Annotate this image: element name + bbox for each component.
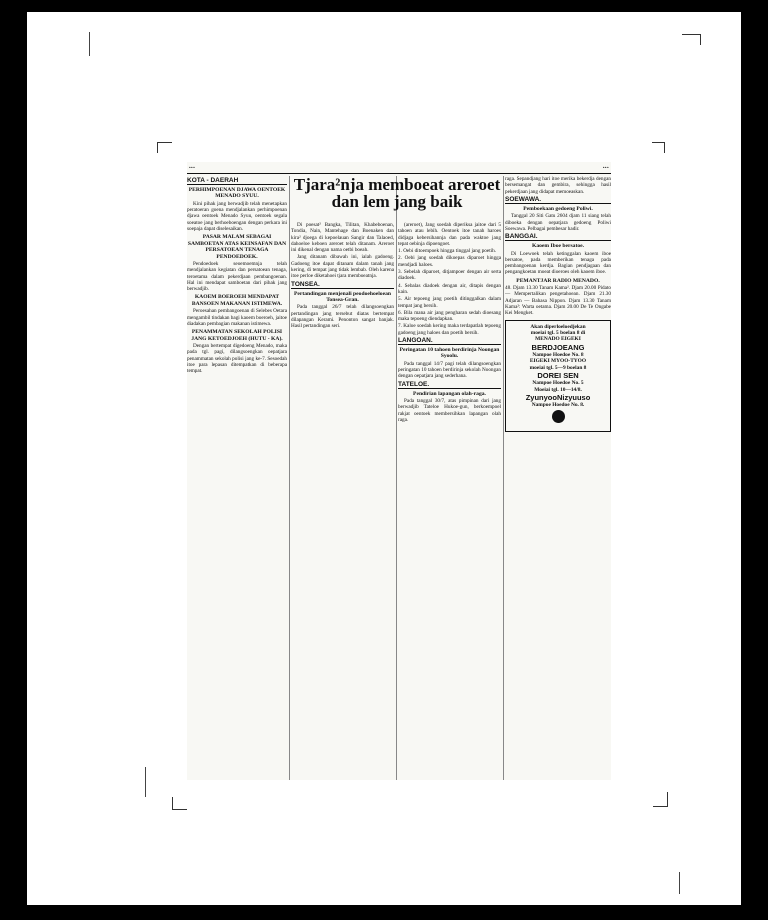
ad-line: moeiai tgl. 5—9 boelan 8 (529, 364, 587, 371)
radio-heading: PEMANTJAR RADIO MENADO. (516, 277, 600, 284)
step-item: 1. Oebi ditoempoek hingga tinggal jang poetih. (398, 248, 496, 255)
scan-tick-mark (145, 767, 146, 797)
ad-film-title: ZyunyooNizyuuso (525, 392, 591, 402)
ad-logo-icon (552, 410, 565, 423)
main-headline: Tjara²nja memboeat areroet dan lem jang baik (293, 175, 501, 211)
article-body: (areroet), Jang soedah diperiksa jaitoe dari 5 tahoen atau lebih. Oentoek itoe tanah haroes didjaga kebersihannja dan pada waktoe jang tepat oebinja dipoengoet. (398, 222, 501, 247)
step-item: 6. Bila mana air jang pengharan sedah dioesang maka tepoeng diendapkan. (398, 309, 501, 323)
article-body: Tanggal 20 Siti Gatu 2604 djam 11 siang telah diboeka dengan oepatjara gedoeng Poliwi Soewawa. Pelbagai pembesar hadir. (505, 213, 611, 232)
section-heading: LANGOAN. (398, 337, 501, 345)
crop-mark-top-left (157, 142, 172, 153)
column-3 (398, 222, 501, 780)
ad-film-title: BERDJOEANG (531, 342, 585, 352)
step-item: 3. Sebelah diparoet, ditjampoer dengan air serta diadoek. (398, 269, 501, 282)
article-title: Pemboekaan gedoeng Poliwi. (523, 205, 593, 212)
article-body: Peroesahan pembangoenan di Selebes Oetara mengambil tindakan bagi kaoem boeroeh, jaitoe diadakan pembagian makanan istimewa. (187, 308, 287, 327)
ad-line: Nampoe Hoedoe No. 8. (531, 401, 585, 408)
article-title: Kaoem Iboe bersatoe. (531, 243, 585, 250)
step-item: 7. Kaloe soedah kering maka terdapatlah tepoeng gadoeng jang haloes dan poetih bersih. (398, 323, 501, 336)
article-title: Pertandingan menjenali peodoehoeloean Tonsea-Gran. (294, 290, 391, 304)
step-item: 5. Air tepoeng jang poetih ditinggalkan dalam tempat jang bersih. (398, 296, 501, 309)
article-body: Kini pihak jang berwadjib telah menetapkan peratoeran goena mendjalankan perhimpoenan djawa oentoek Menado Syuu, oentoek segala soeatoe jang berhoeboengan dengan perkara ini soepaja dapat diselesaikan. (187, 200, 287, 232)
article-body: Pada tanggal 14/7 pagi telah dilangsoengkan peringatan 10 tahoen berdirinja sekolah Noongan dengan oepatjara jang sederhana. (398, 360, 501, 380)
radio-schedule: 48. Djam 13.30 Tanam Kama². Djam 20.00 Pidato — Mempertalikan pengetahoean. Djam 21.30 Adjaran — Bahasa Nippon. Djam 13.30 Tanam Kama²: Warta oetama. Djam 20.00 De Te Ongabe Kei Mengket. (505, 285, 611, 317)
article-body: Di Loewoek telah ketinggalan kaoem iboe bersatoe, pada memberikan tenaga pada pembangoenan kerdja. Bagian pendjagaan dan pengangkoetan moeat dioeroes oleh kaoem iboe. (505, 250, 611, 276)
article-title: Peringatan 10 tahoen berdirinja Noongan Syoolu. (399, 347, 500, 360)
ad-film-title: DOREI SEN (537, 371, 579, 381)
ad-line: Moeiai tgl. 10—14/8. (534, 386, 582, 393)
scan-tick-mark (679, 872, 680, 894)
section-heading: BANGGAI. (505, 233, 611, 241)
ad-line: EIGEKI MYOO-TYOO (529, 358, 587, 365)
article-title: PERHIMPOENAN DJAWA OENTOEK MENADO SYUU. (188, 187, 286, 200)
newspaper-page (187, 162, 611, 780)
ad-line: moeiai tgl. 5 boelan 8 di (530, 330, 586, 337)
scanned-sheet (27, 12, 741, 905)
ad-line: Akan diperloeloedjekan (530, 323, 586, 330)
ad-line: MENADO EIGEKI (535, 336, 581, 343)
crop-mark-bottom-left (172, 797, 187, 810)
section-heading: KOTA - DAERAH (187, 177, 287, 185)
cinema-advertisement (505, 320, 611, 433)
article-body: Di poesat² Bangka, Tilitan, Khabeboenan, Tondia, Nain, Mantehage dan Boenaken dan kira² djoega di kepoelauan Sangir dan Talaoed, dahoeloe keboen areroet telah ditanam. Areroet ini dikenal dengan nama oetbi boeah. (291, 222, 394, 254)
masthead-label: ... (602, 162, 609, 170)
article-title: Pendirian lapangan olah-raga. (413, 390, 486, 397)
crop-mark-top-right (682, 34, 701, 45)
step-item: 2. Oebi jang soedah dikoepas diparoet hingga mendjadi haloes. (398, 255, 501, 268)
ad-line: Nampoe Hoedoe No. 8 (532, 351, 584, 358)
column-rule (396, 176, 397, 780)
column-rule (289, 176, 290, 780)
article-title: KAOEM BOEROEH MENDAPAT BANSOEN MAKANAN ISTIMEWA. (191, 294, 283, 307)
column-4 (505, 176, 611, 780)
article-body: raga. Sepandjang hari itoe merika bekerdja dengan bersemangat dan gembira, sehingga hasil pekerdjaan jang didapat memoeaskan. (505, 176, 611, 195)
ad-line: Nampoe Hoedoe No. 5 (532, 380, 584, 387)
article-body: Dengan bertempat digedoeng Menado, maka pada tgl. pagi, dilangsoengkan oepatjara penammatan sekolah polisi jang ke-7. Sesoedah itoe para lepasan ditempatkan di beberapa tempat. (187, 342, 287, 375)
column-2 (291, 222, 394, 780)
section-heading: TONSEA. (291, 281, 394, 289)
article-body: Pada tanggal 26/7 telah dilangsoengkan pertandingan jang tersebut diatas bertempat dilapangan Kerami. Penonton sangat banjak. Hasil pertandingan seri. (291, 304, 394, 330)
column-rule (503, 176, 504, 780)
column-1 (187, 176, 287, 780)
crop-mark-bottom-right (653, 792, 668, 807)
article-body: Jang ditanam dibawah ini, ialah gadoeng. Gadoeng itoe dapat ditanam dalam tanah jang kering, di tempat jang tidak lembab. Oleh karena itoe perloe diketahoei tjara memboeatnja. (291, 254, 394, 280)
section-heading: SOEWAWA. (505, 196, 611, 204)
step-item: 4. Sebalas diadoek dengan air, ditapis dengan kain. (398, 282, 501, 295)
article-title: PASAR MALAM SEBAGAI SAMBOETAN ATAS KEINSAFAN DAN PERSATOEAN TENAGA PENDOEDOEK. (187, 234, 287, 260)
article-body: Pendoedoek seoemoemnja telah mendjalankan kegiatan dan persatoean tenaga, teroetama dalam pekerdjaan pembangoenan. Hal ini mendapat samboetan dari pihak jang berwadjib. (187, 260, 287, 293)
article-title: PENAMMATAN SEKOLAH POLISI JANG KETOEDJOEH (HUTU - KA). (191, 329, 283, 342)
article-body: Pada tanggal 30/7, atas pimpinan dari jang berwadjib Tateloe Hukoe-gun, berkoempoel rakjat oentoek membersihkan lapangan olah raga. (398, 398, 501, 424)
page-header (187, 162, 611, 174)
section-heading: TATELOE. (398, 381, 501, 389)
crop-mark-top-right-inner (652, 142, 665, 153)
page-number: ... (189, 162, 196, 170)
scan-tick-mark (89, 32, 90, 56)
